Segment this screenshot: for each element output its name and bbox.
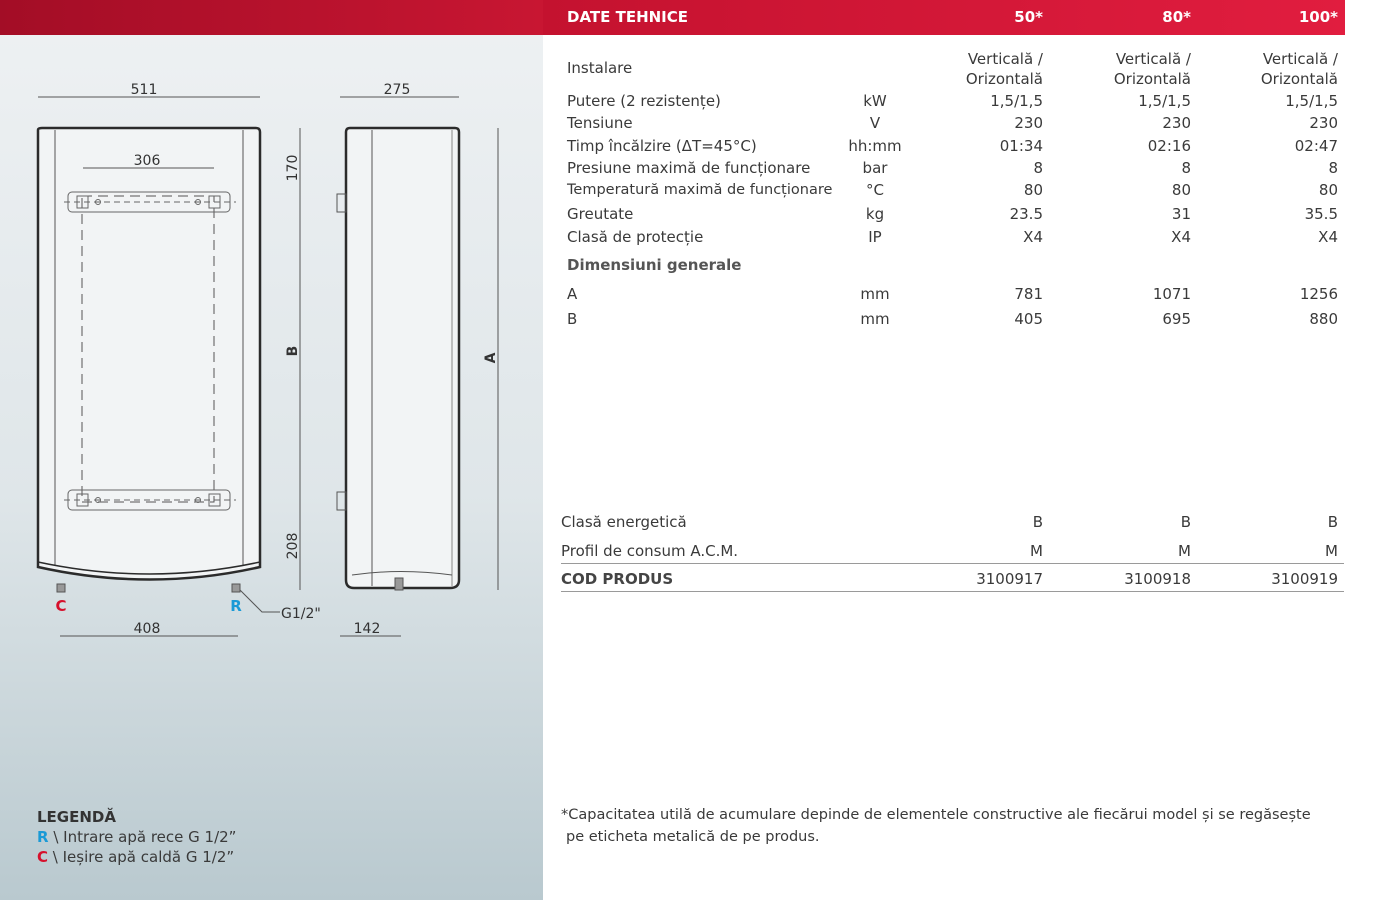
column-header-50: 50* bbox=[1014, 8, 1043, 26]
spec-value: Verticală / Orizontală bbox=[1260, 50, 1338, 88]
dimension-label: A bbox=[567, 285, 578, 303]
spec-value: 02:16 bbox=[1147, 137, 1191, 155]
spec-value: 230 bbox=[1014, 114, 1043, 132]
legend-title: LEGENDĂ bbox=[37, 808, 116, 826]
spec-value: 02:47 bbox=[1294, 137, 1338, 155]
spec-value: X4 bbox=[1023, 228, 1043, 246]
dimension-b: B bbox=[285, 345, 301, 357]
legend-item bbox=[37, 848, 234, 866]
dimension-value: 781 bbox=[1014, 285, 1043, 303]
spec-value: 8 bbox=[1033, 159, 1043, 177]
footnote-line-2: pe eticheta metalică de pe produs. bbox=[566, 829, 820, 845]
spec-value: 35.5 bbox=[1304, 205, 1338, 223]
spec-value: 1,5/1,5 bbox=[1138, 92, 1191, 110]
spec-value: Verticală / Orizontală bbox=[965, 50, 1043, 88]
dimensions-title: Dimensiuni generale bbox=[567, 256, 742, 274]
bracket-dimension: 306 bbox=[133, 153, 161, 169]
side-view bbox=[337, 128, 459, 590]
spec-unit: kg bbox=[865, 205, 885, 223]
spec-label: Tensiune bbox=[567, 114, 633, 132]
spec-value: 80 bbox=[1318, 181, 1338, 199]
depth-dimension: 275 bbox=[383, 82, 411, 98]
spec-label: Presiune maximă de funcționare bbox=[567, 159, 811, 177]
thread-label: G1/2" bbox=[281, 606, 321, 622]
energy-value: M bbox=[1325, 542, 1338, 560]
side-pipe-dimension: 142 bbox=[353, 621, 381, 637]
spec-value: X4 bbox=[1318, 228, 1338, 246]
technical-drawing bbox=[0, 0, 543, 700]
spec-value: 31 bbox=[1171, 205, 1191, 223]
pipe-spacing-dimension: 408 bbox=[133, 621, 161, 637]
energy-label: Clasă energetică bbox=[561, 513, 687, 531]
table-divider bbox=[561, 591, 1344, 592]
hot-connector-label: C bbox=[55, 597, 67, 615]
spec-value: 8 bbox=[1328, 159, 1338, 177]
cold-connector-label: R bbox=[230, 597, 242, 615]
dimension-a: A bbox=[483, 352, 499, 364]
spec-unit: hh:mm bbox=[848, 137, 902, 155]
spec-label: Timp încălzire (ΔT=45°C) bbox=[567, 137, 757, 155]
energy-value: M bbox=[1030, 542, 1043, 560]
cold-water-pipe bbox=[232, 584, 240, 592]
bottom-offset-dimension: 208 bbox=[285, 532, 301, 560]
energy-value: B bbox=[1032, 513, 1043, 531]
spec-unit: bar bbox=[862, 159, 888, 177]
spec-value: X4 bbox=[1171, 228, 1191, 246]
legend-key-hot: C bbox=[37, 848, 49, 866]
dimension-value: 880 bbox=[1309, 310, 1338, 328]
spec-label: Greutate bbox=[567, 205, 634, 223]
spec-unit: kW bbox=[863, 92, 887, 110]
dimension-value: 1071 bbox=[1152, 285, 1191, 303]
width-dimension: 511 bbox=[130, 82, 158, 98]
column-header-100: 100* bbox=[1298, 8, 1338, 26]
legend-item bbox=[37, 828, 236, 846]
dimension-unit: mm bbox=[860, 310, 890, 328]
footnote-line-1: *Capacitatea utilă de acumulare depinde de elementele constructive ale fiecărui model și se regăsește bbox=[561, 807, 1311, 823]
dimension-value: 695 bbox=[1162, 310, 1191, 328]
spec-label: Temperatură maximă de funcționare bbox=[567, 182, 833, 198]
spec-value: 1,5/1,5 bbox=[990, 92, 1043, 110]
dimension-value: 405 bbox=[1014, 310, 1043, 328]
spec-value: 80 bbox=[1171, 181, 1191, 199]
dimension-value: 1256 bbox=[1299, 285, 1338, 303]
energy-value: B bbox=[1327, 513, 1338, 531]
spec-unit: IP bbox=[868, 228, 882, 246]
product-code-label: COD PRODUS bbox=[561, 570, 674, 588]
legend-text-hot: \ Ieșire apă caldă G 1/2” bbox=[52, 848, 235, 866]
spec-label: Clasă de protecție bbox=[567, 228, 704, 246]
table-title: DATE TEHNICE bbox=[567, 8, 689, 26]
legend-key-cold: R bbox=[37, 828, 49, 846]
spec-value: 230 bbox=[1309, 114, 1338, 132]
front-view bbox=[38, 128, 260, 592]
product-code-value: 3100917 bbox=[976, 570, 1043, 588]
energy-value: M bbox=[1178, 542, 1191, 560]
table-divider bbox=[561, 563, 1344, 564]
spec-value: 80 bbox=[1023, 181, 1043, 199]
product-code-value: 3100918 bbox=[1124, 570, 1191, 588]
energy-value: B bbox=[1180, 513, 1191, 531]
spec-label: Instalare bbox=[567, 59, 633, 77]
spec-value: 01:34 bbox=[999, 137, 1043, 155]
spec-value: 8 bbox=[1181, 159, 1191, 177]
hot-water-pipe bbox=[57, 584, 65, 592]
column-header-80: 80* bbox=[1162, 8, 1191, 26]
energy-label: Profil de consum A.C.M. bbox=[561, 542, 739, 560]
spec-value: 1,5/1,5 bbox=[1285, 92, 1338, 110]
dimension-label: B bbox=[567, 310, 578, 328]
spec-unit: V bbox=[869, 114, 881, 132]
spec-label: Putere (2 rezistențe) bbox=[567, 92, 721, 110]
spec-value: 230 bbox=[1162, 114, 1191, 132]
legend-text-cold: \ Intrare apă rece G 1/2” bbox=[53, 828, 237, 846]
top-offset-dimension: 170 bbox=[285, 154, 301, 182]
spec-value: 23.5 bbox=[1009, 205, 1043, 223]
spec-unit: °C bbox=[866, 181, 884, 199]
product-code-value: 3100919 bbox=[1271, 570, 1338, 588]
dimension-unit: mm bbox=[860, 285, 890, 303]
spec-value: Verticală / Orizontală bbox=[1113, 50, 1191, 88]
